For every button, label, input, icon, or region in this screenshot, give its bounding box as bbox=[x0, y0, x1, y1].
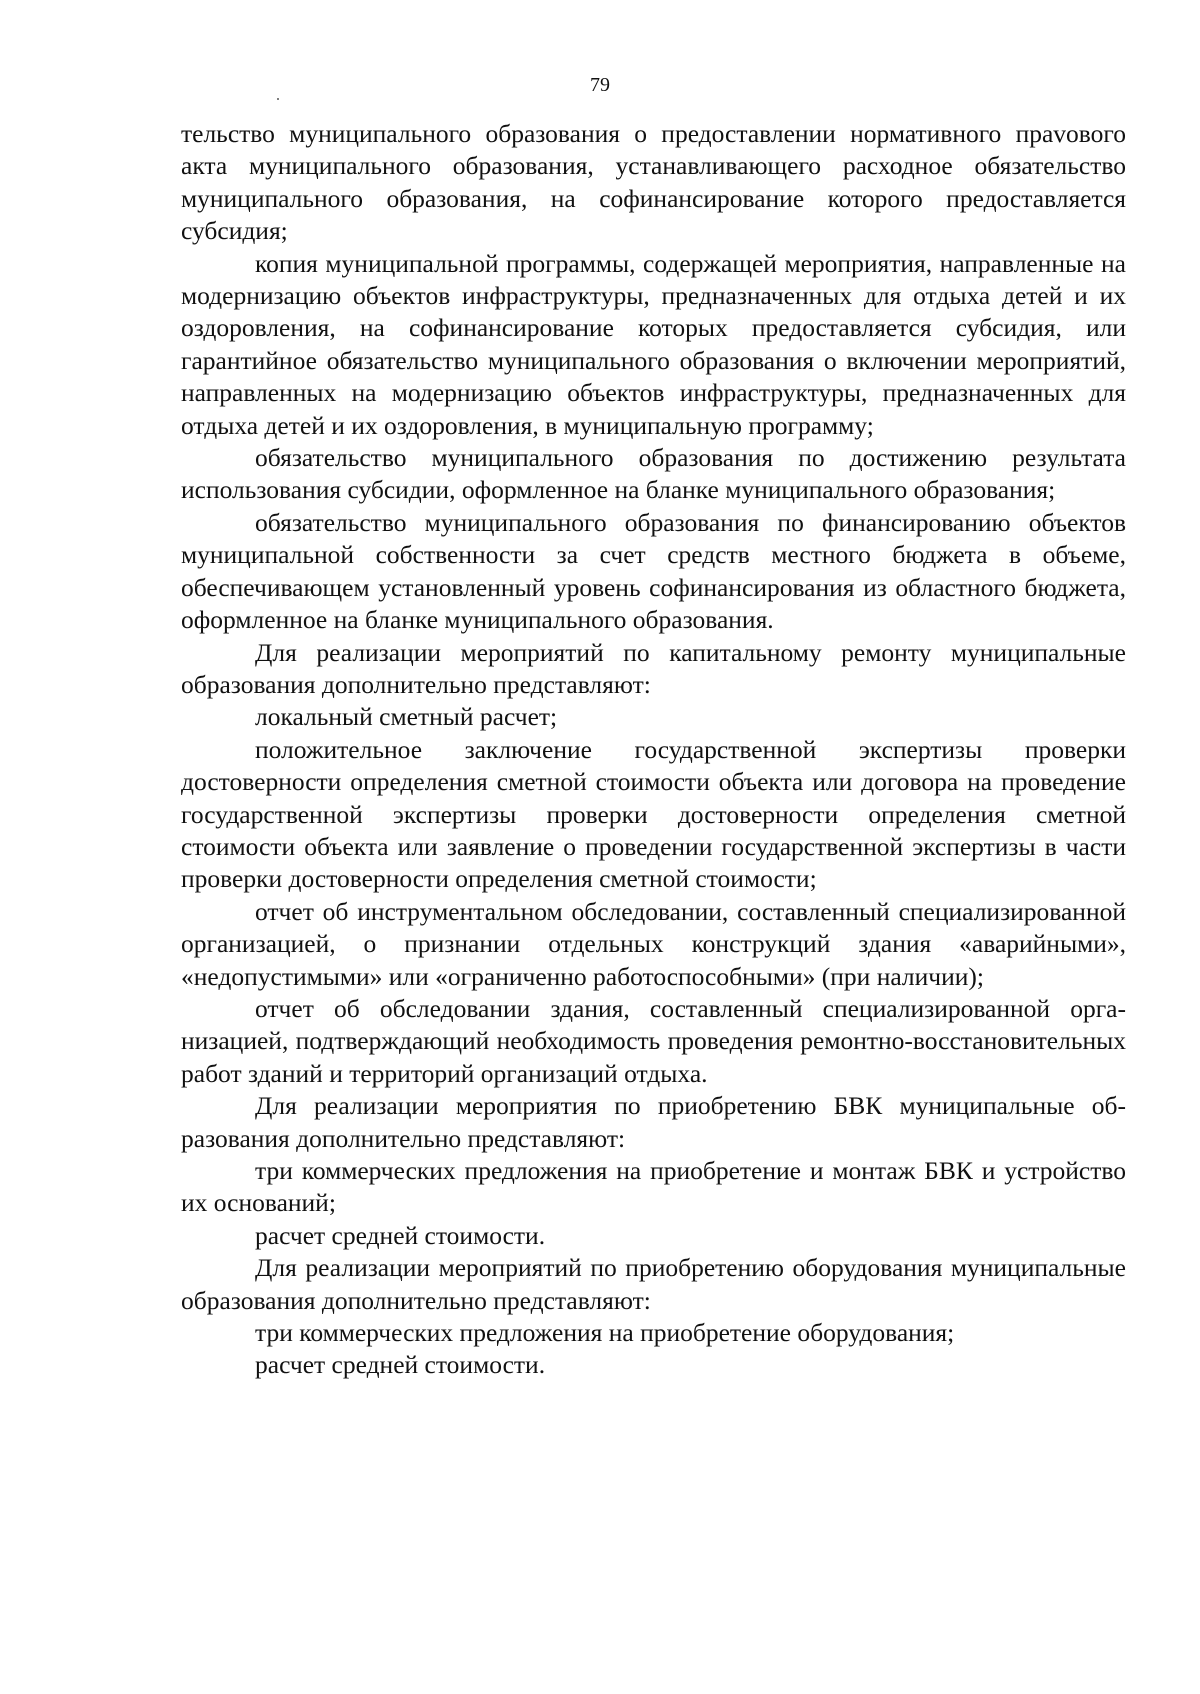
page-number: 79 bbox=[590, 74, 610, 96]
scan-speck bbox=[277, 98, 279, 100]
paragraph: три коммерческих предложения на приобретение и монтаж БВК и устройство их оснований; bbox=[181, 1156, 1126, 1218]
paragraph: Для реализации мероприятия по приобретению БВК муниципальные образования дополнительно представляют: bbox=[181, 1091, 1126, 1153]
paragraph: положительное заключение государственной экспертизы проверки достоверности определения сметной стоимости объекта или договора на проведение государственной экспертизы проверки достоверности определения сметной стоимости объекта или заявление о проведении государственной экспертизы в части проверки достоверности определения сметной стоимости; bbox=[181, 734, 1126, 894]
paragraph: Для реализации мероприятий по приобретению оборудования муниципальные образования дополнительно представляют: bbox=[181, 1253, 1126, 1315]
paragraph: расчет средней стоимости. bbox=[255, 1220, 546, 1250]
paragraph: Для реализации мероприятий по капитальному ремонту муниципальные образования дополнительно представляют: bbox=[181, 637, 1126, 699]
paragraph: отчет об инструментальном обследовании, составленный специализированной организацией, о признании отдельных конструкций здания «аварийными», «недопустимыми» или «ограниченно работоспособными» (при наличии); bbox=[181, 896, 1126, 991]
paragraph: копия муниципальной программы, содержащей мероприятия, направленные на модернизацию объектов инфраструктуры, предназначенных для отдыха детей и их оздоровления, на софинансирование которых предоставляется субсидия, или гарантийное обязательство муниципального образования о включении мероприятий, направленных на модернизацию объектов инфраструктуры, предназначенных для отдыха детей и их оздоровления, в муниципальную программу; bbox=[181, 248, 1126, 440]
paragraph: три коммерческих предложения на приобретение оборудования; bbox=[255, 1318, 955, 1348]
paragraph: тельство муниципального образования о предоставлении нормативного праvового акта муниципального образования, устанавливающего расходное обязательство муниципального образования, на софинансирование которого предоставляется субсидия; bbox=[181, 119, 1126, 246]
paragraph: отчет об обследовании здания, составленный специализированной организацией, подтверждающий необходимость проведения ремонтно-восстановительных работ зданий и территорий организаций отдыха. bbox=[181, 993, 1126, 1088]
paragraph: расчет средней стоимости. bbox=[255, 1350, 546, 1380]
document-body bbox=[181, 118, 1126, 1382]
paragraph: обязательство муниципального образования по финансированию объектов муниципальной собственности за счет средств местного бюджета в объеме, обеспечивающем установленный уровень софинансирования из областного бюджета, оформленное на бланке муниципального образования. bbox=[181, 507, 1126, 635]
paragraph: обязательство муниципального образования по достижению результата использования субсидии, оформленное на бланке муниципального образования; bbox=[181, 443, 1126, 505]
paragraph: локальный сметный расчет; bbox=[255, 702, 558, 732]
